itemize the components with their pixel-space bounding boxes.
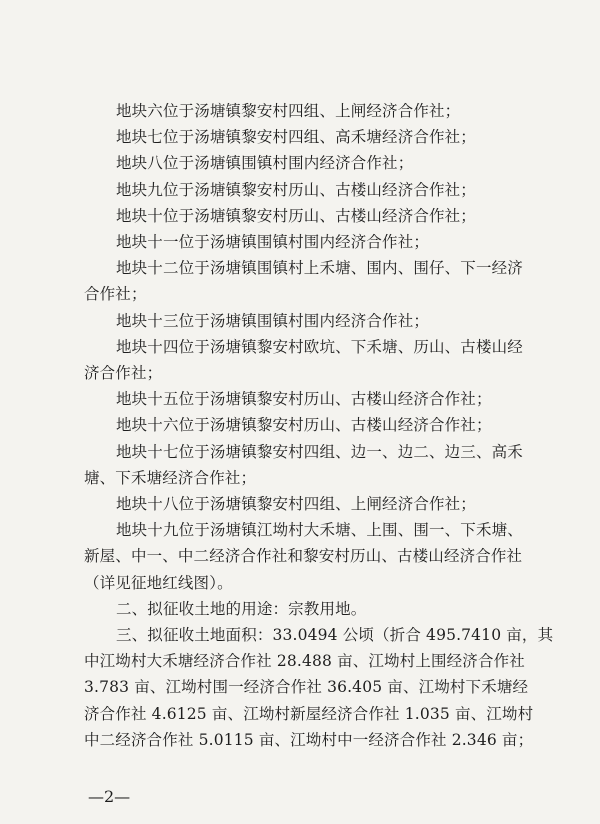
paragraph (84, 98, 540, 124)
text-line: 中江坳村大禾塘经济合作社 28.488 亩、江坳村上围经济合作社 (84, 652, 525, 671)
paragraph (84, 255, 540, 307)
text-line: 地块十六位于汤塘镇黎安村历山、古楼山经济合作社； (116, 416, 492, 435)
text-line: 新屋、中一、中二经济合作社和黎安村历山、古楼山经济合作社 (84, 547, 523, 566)
page-number: —2— (88, 787, 131, 806)
paragraph (84, 150, 540, 176)
paragraph (84, 124, 540, 150)
text-line: 地块九位于汤塘镇黎安村历山、古楼山经济合作社； (116, 180, 476, 199)
paragraph (84, 439, 540, 491)
document-body (84, 98, 554, 753)
paragraph (84, 177, 540, 203)
text-line: 地块十五位于汤塘镇黎安村历山、古楼山经济合作社； (116, 390, 492, 409)
text-line: （详见征地红线图）。 (84, 573, 233, 592)
text-line: 二、拟征收土地的用途：宗教用地。 (116, 599, 367, 618)
text-line: 地块十位于汤塘镇黎安村历山、古楼山经济合作社； (116, 206, 476, 225)
text-line: 地块十一位于汤塘镇围镇村围内经济合作社； (116, 233, 430, 252)
text-line: 地块十九位于汤塘镇江坳村大禾塘、上围、围一、下禾塘、 (116, 521, 523, 540)
text-line: 三、拟征收土地面积：33.0494 公顷（折合 495.7410 亩，其 (116, 626, 554, 645)
text-line: 地块七位于汤塘镇黎安村四组、高禾塘经济合作社； (116, 128, 476, 147)
text-line: 3.783 亩、江坳村围一经济合作社 36.405 亩、江坳村下禾塘经 (84, 678, 529, 697)
paragraph (84, 491, 540, 517)
text-line: 地块十八位于汤塘镇黎安村四组、上闸经济合作社； (116, 495, 476, 514)
text-line: 中二经济合作社 5.0115 亩、江坳村中一经济合作社 2.346 亩； (84, 730, 534, 749)
paragraph (84, 596, 540, 622)
text-line: 地块十二位于汤塘镇围镇村上禾塘、围内、围仔、下一经济 (116, 259, 523, 278)
text-line: 地块十四位于汤塘镇黎安村欧坑、下禾塘、历山、古楼山经 (116, 337, 523, 356)
paragraph (84, 308, 540, 334)
text-line: 地块十三位于汤塘镇围镇村围内经济合作社； (116, 311, 430, 330)
paragraph (84, 334, 540, 386)
paragraph (84, 517, 540, 596)
text-line: 地块六位于汤塘镇黎安村四组、上闸经济合作社； (116, 102, 461, 120)
paragraph (84, 203, 540, 229)
text-line: 塘、下禾塘经济合作社； (84, 468, 257, 487)
text-line: 合作社； (84, 285, 147, 304)
paragraph (84, 229, 540, 255)
paragraph (84, 386, 540, 412)
paragraph (84, 412, 540, 438)
text-line: 济合作社； (84, 364, 163, 383)
text-line: 地块十七位于汤塘镇黎安村四组、边一、边二、边三、高禾 (116, 442, 523, 461)
text-line: 地块八位于汤塘镇围镇村围内经济合作社； (116, 154, 414, 173)
text-line: 济合作社 4.6125 亩、江坳村新屋经济合作社 1.035 亩、江坳村 (84, 704, 534, 723)
paragraph (84, 622, 554, 753)
